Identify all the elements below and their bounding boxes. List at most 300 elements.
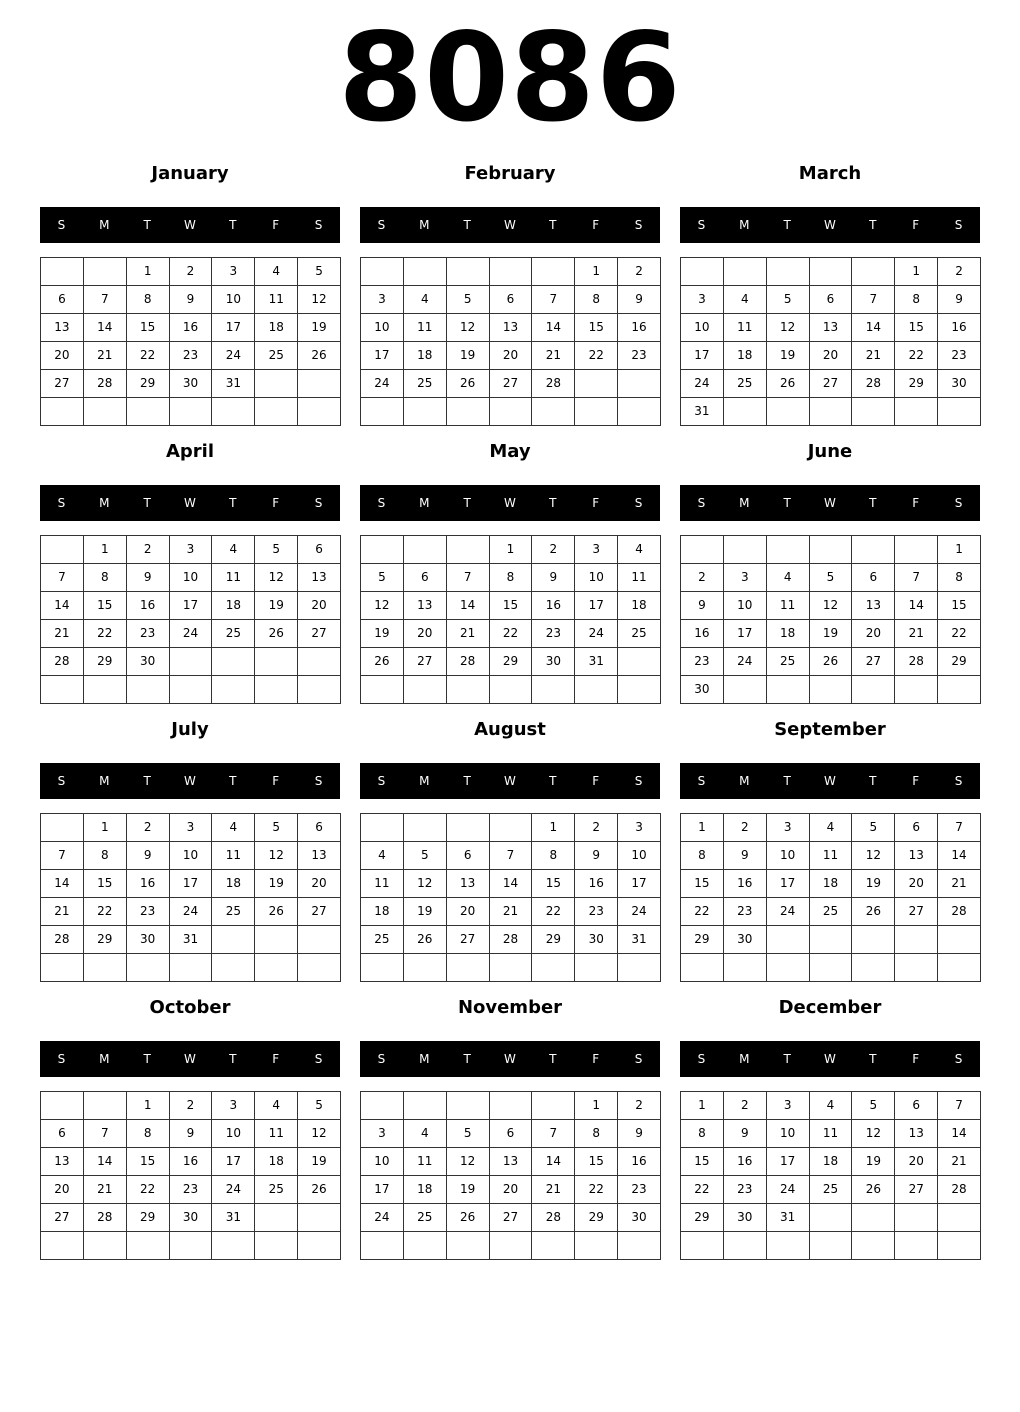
- month-september: [680, 714, 980, 992]
- day-cell: 14: [41, 870, 84, 898]
- day-cell: 13: [404, 592, 447, 620]
- empty-day-cell: [41, 1232, 84, 1260]
- day-cell: 30: [724, 1204, 767, 1232]
- weekday-label: S: [377, 496, 386, 510]
- empty-day-cell: [361, 814, 404, 842]
- empty-day-cell: [255, 370, 298, 398]
- day-cell: 6: [895, 814, 938, 842]
- day-cell: 16: [170, 1148, 213, 1176]
- month-name: November: [457, 997, 563, 1018]
- empty-day-cell: [532, 258, 575, 286]
- day-cell: 25: [212, 898, 255, 926]
- weekday-label: F: [272, 496, 280, 510]
- day-cell: 19: [298, 1148, 341, 1176]
- weekday-label: S: [57, 496, 66, 510]
- day-cell: 9: [127, 842, 170, 870]
- day-cell: 1: [127, 258, 170, 286]
- day-cell: 15: [127, 1148, 170, 1176]
- day-cell: 1: [681, 1092, 724, 1120]
- day-cell: 9: [170, 1120, 213, 1148]
- weekday-header: [40, 485, 340, 521]
- day-cell: 5: [447, 286, 490, 314]
- day-cell: 27: [810, 370, 853, 398]
- day-cell: 7: [895, 564, 938, 592]
- weekday-header: [360, 763, 660, 799]
- empty-day-cell: [212, 676, 255, 704]
- empty-day-cell: [298, 926, 341, 954]
- day-cell: 12: [852, 1120, 895, 1148]
- day-cell: 31: [575, 648, 618, 676]
- empty-day-cell: [170, 954, 213, 982]
- day-cell: 26: [852, 898, 895, 926]
- weekday-label: T: [869, 1052, 877, 1066]
- weekday-label: T: [229, 1052, 237, 1066]
- weekday-label: W: [504, 1052, 516, 1066]
- empty-day-cell: [41, 536, 84, 564]
- day-cell: 24: [724, 648, 767, 676]
- weekday-label: S: [697, 1052, 706, 1066]
- month-july: [40, 714, 340, 992]
- day-cell: 11: [255, 286, 298, 314]
- day-cell: 21: [447, 620, 490, 648]
- empty-day-cell: [490, 676, 533, 704]
- weekday-label: M: [419, 774, 430, 788]
- day-cell: 8: [895, 286, 938, 314]
- days-grid: [40, 535, 341, 704]
- weekday-header: [40, 1041, 340, 1077]
- day-cell: 12: [298, 1120, 341, 1148]
- day-cell: 1: [127, 1092, 170, 1120]
- empty-day-cell: [490, 1092, 533, 1120]
- day-cell: 30: [170, 370, 213, 398]
- weekday-label: S: [634, 218, 643, 232]
- day-cell: 3: [361, 1120, 404, 1148]
- month-may: [360, 436, 660, 714]
- day-cell: 10: [767, 842, 810, 870]
- day-cell: 17: [575, 592, 618, 620]
- weekday-label: T: [783, 774, 791, 788]
- day-cell: 20: [895, 870, 938, 898]
- empty-day-cell: [681, 1232, 724, 1260]
- empty-day-cell: [41, 814, 84, 842]
- day-cell: 16: [938, 314, 981, 342]
- weekday-label: T: [229, 774, 237, 788]
- day-cell: 9: [618, 1120, 661, 1148]
- day-cell: 29: [84, 926, 127, 954]
- day-cell: 8: [84, 842, 127, 870]
- weekday-label: S: [314, 496, 323, 510]
- day-cell: 7: [447, 564, 490, 592]
- day-cell: 26: [404, 926, 447, 954]
- day-cell: 23: [127, 898, 170, 926]
- day-cell: 15: [84, 592, 127, 620]
- day-cell: 1: [938, 536, 981, 564]
- day-cell: 18: [767, 620, 810, 648]
- weekday-label: S: [377, 1052, 386, 1066]
- weekday-label: F: [592, 1052, 600, 1066]
- days-grid: [680, 1091, 981, 1260]
- day-cell: 10: [170, 564, 213, 592]
- day-cell: 24: [618, 898, 661, 926]
- day-cell: 11: [404, 1148, 447, 1176]
- day-cell: 12: [298, 286, 341, 314]
- empty-day-cell: [127, 1232, 170, 1260]
- day-cell: 13: [41, 314, 84, 342]
- weekday-label: M: [419, 1052, 430, 1066]
- day-cell: 27: [298, 620, 341, 648]
- day-cell: 16: [127, 870, 170, 898]
- day-cell: 2: [170, 258, 213, 286]
- day-cell: 2: [938, 258, 981, 286]
- day-cell: 22: [490, 620, 533, 648]
- empty-day-cell: [298, 676, 341, 704]
- day-cell: 31: [170, 926, 213, 954]
- day-cell: 5: [404, 842, 447, 870]
- day-cell: 5: [255, 536, 298, 564]
- days-grid: [40, 1091, 341, 1260]
- empty-day-cell: [724, 398, 767, 426]
- day-cell: 7: [938, 1092, 981, 1120]
- empty-day-cell: [255, 648, 298, 676]
- empty-day-cell: [852, 258, 895, 286]
- day-cell: 2: [681, 564, 724, 592]
- day-cell: 6: [490, 286, 533, 314]
- month-name: July: [171, 719, 209, 740]
- day-cell: 31: [212, 370, 255, 398]
- day-cell: 23: [938, 342, 981, 370]
- weekday-label: F: [272, 218, 280, 232]
- day-cell: 21: [84, 1176, 127, 1204]
- empty-day-cell: [618, 648, 661, 676]
- weekday-label: M: [99, 1052, 110, 1066]
- day-cell: 6: [895, 1092, 938, 1120]
- weekday-label: M: [419, 218, 430, 232]
- days-grid: [680, 257, 981, 426]
- day-cell: 6: [41, 1120, 84, 1148]
- empty-day-cell: [361, 1092, 404, 1120]
- day-cell: 17: [767, 1148, 810, 1176]
- day-cell: 29: [532, 926, 575, 954]
- day-cell: 29: [127, 370, 170, 398]
- weekday-label: F: [272, 774, 280, 788]
- empty-day-cell: [810, 536, 853, 564]
- day-cell: 12: [404, 870, 447, 898]
- day-cell: 23: [532, 620, 575, 648]
- day-cell: 12: [255, 842, 298, 870]
- empty-day-cell: [361, 258, 404, 286]
- day-cell: 17: [170, 870, 213, 898]
- day-cell: 6: [404, 564, 447, 592]
- day-cell: 27: [852, 648, 895, 676]
- day-cell: 12: [852, 842, 895, 870]
- empty-day-cell: [895, 398, 938, 426]
- empty-day-cell: [404, 258, 447, 286]
- day-cell: 7: [938, 814, 981, 842]
- day-cell: 17: [767, 870, 810, 898]
- day-cell: 28: [84, 1204, 127, 1232]
- day-cell: 10: [724, 592, 767, 620]
- day-cell: 11: [618, 564, 661, 592]
- empty-day-cell: [618, 370, 661, 398]
- empty-day-cell: [298, 370, 341, 398]
- empty-day-cell: [575, 676, 618, 704]
- empty-day-cell: [404, 398, 447, 426]
- day-cell: 21: [532, 1176, 575, 1204]
- weekday-label: S: [314, 774, 323, 788]
- weekday-header: [360, 485, 660, 521]
- day-cell: 14: [490, 870, 533, 898]
- weekday-label: M: [99, 774, 110, 788]
- day-cell: 9: [575, 842, 618, 870]
- day-cell: 4: [361, 842, 404, 870]
- day-cell: 28: [852, 370, 895, 398]
- day-cell: 22: [681, 1176, 724, 1204]
- day-cell: 24: [212, 1176, 255, 1204]
- empty-day-cell: [532, 676, 575, 704]
- day-cell: 5: [298, 1092, 341, 1120]
- day-cell: 3: [212, 1092, 255, 1120]
- day-cell: 15: [127, 314, 170, 342]
- weekday-label: F: [912, 218, 920, 232]
- empty-day-cell: [767, 954, 810, 982]
- days-grid: [360, 257, 661, 426]
- empty-day-cell: [852, 536, 895, 564]
- day-cell: 14: [895, 592, 938, 620]
- day-cell: 20: [490, 342, 533, 370]
- day-cell: 25: [810, 898, 853, 926]
- day-cell: 4: [255, 1092, 298, 1120]
- weekday-label: T: [463, 218, 471, 232]
- weekday-label: W: [184, 218, 196, 232]
- day-cell: 31: [681, 398, 724, 426]
- empty-day-cell: [212, 398, 255, 426]
- empty-day-cell: [575, 954, 618, 982]
- day-cell: 16: [724, 1148, 767, 1176]
- day-cell: 17: [212, 1148, 255, 1176]
- day-cell: 27: [490, 370, 533, 398]
- weekday-label: F: [912, 496, 920, 510]
- empty-day-cell: [447, 676, 490, 704]
- day-cell: 15: [895, 314, 938, 342]
- month-november: [360, 992, 660, 1270]
- empty-day-cell: [255, 1204, 298, 1232]
- day-cell: 1: [84, 814, 127, 842]
- empty-day-cell: [361, 1232, 404, 1260]
- empty-day-cell: [895, 1232, 938, 1260]
- empty-day-cell: [895, 1204, 938, 1232]
- day-cell: 31: [767, 1204, 810, 1232]
- day-cell: 29: [490, 648, 533, 676]
- day-cell: 28: [41, 926, 84, 954]
- day-cell: 13: [298, 564, 341, 592]
- weekday-label: W: [824, 218, 836, 232]
- days-grid: [360, 1091, 661, 1260]
- empty-day-cell: [532, 1092, 575, 1120]
- day-cell: 30: [724, 926, 767, 954]
- empty-day-cell: [404, 1232, 447, 1260]
- weekday-label: M: [419, 496, 430, 510]
- weekday-label: S: [57, 218, 66, 232]
- day-cell: 2: [618, 258, 661, 286]
- day-cell: 8: [127, 286, 170, 314]
- weekday-header: [680, 207, 980, 243]
- day-cell: 4: [212, 536, 255, 564]
- month-name: January: [151, 163, 229, 184]
- empty-day-cell: [212, 926, 255, 954]
- day-cell: 23: [681, 648, 724, 676]
- day-cell: 21: [41, 620, 84, 648]
- day-cell: 11: [810, 1120, 853, 1148]
- day-cell: 10: [681, 314, 724, 342]
- day-cell: 21: [490, 898, 533, 926]
- day-cell: 3: [575, 536, 618, 564]
- day-cell: 28: [490, 926, 533, 954]
- day-cell: 16: [575, 870, 618, 898]
- weekday-label: S: [954, 218, 963, 232]
- month-june: [680, 436, 980, 714]
- day-cell: 22: [127, 342, 170, 370]
- weekday-label: T: [463, 774, 471, 788]
- empty-day-cell: [212, 954, 255, 982]
- day-cell: 15: [938, 592, 981, 620]
- day-cell: 26: [447, 1204, 490, 1232]
- day-cell: 28: [447, 648, 490, 676]
- empty-day-cell: [767, 258, 810, 286]
- day-cell: 19: [852, 1148, 895, 1176]
- day-cell: 5: [767, 286, 810, 314]
- weekday-label: W: [824, 496, 836, 510]
- day-cell: 16: [724, 870, 767, 898]
- day-cell: 15: [575, 1148, 618, 1176]
- days-grid: [40, 813, 341, 982]
- day-cell: 30: [532, 648, 575, 676]
- month-name: December: [778, 997, 882, 1018]
- empty-day-cell: [298, 648, 341, 676]
- day-cell: 22: [127, 1176, 170, 1204]
- day-cell: 4: [810, 814, 853, 842]
- weekday-header: [40, 207, 340, 243]
- day-cell: 28: [532, 370, 575, 398]
- day-cell: 18: [810, 1148, 853, 1176]
- weekday-label: S: [954, 496, 963, 510]
- empty-day-cell: [170, 398, 213, 426]
- day-cell: 5: [852, 1092, 895, 1120]
- day-cell: 10: [361, 314, 404, 342]
- day-cell: 13: [895, 1120, 938, 1148]
- day-cell: 17: [212, 314, 255, 342]
- weekday-label: S: [697, 774, 706, 788]
- day-cell: 30: [938, 370, 981, 398]
- day-cell: 17: [681, 342, 724, 370]
- weekday-header: [360, 1041, 660, 1077]
- day-cell: 19: [255, 870, 298, 898]
- day-cell: 17: [361, 342, 404, 370]
- day-cell: 22: [575, 1176, 618, 1204]
- empty-day-cell: [255, 954, 298, 982]
- day-cell: 15: [84, 870, 127, 898]
- day-cell: 23: [618, 1176, 661, 1204]
- day-cell: 4: [404, 1120, 447, 1148]
- day-cell: 23: [575, 898, 618, 926]
- day-cell: 20: [41, 342, 84, 370]
- empty-day-cell: [938, 1232, 981, 1260]
- day-cell: 1: [84, 536, 127, 564]
- empty-day-cell: [84, 1092, 127, 1120]
- day-cell: 4: [810, 1092, 853, 1120]
- weekday-label: F: [912, 1052, 920, 1066]
- weekday-label: M: [99, 496, 110, 510]
- empty-day-cell: [212, 648, 255, 676]
- empty-day-cell: [447, 536, 490, 564]
- day-cell: 10: [170, 842, 213, 870]
- day-cell: 16: [170, 314, 213, 342]
- month-name: June: [807, 441, 853, 462]
- day-cell: 3: [767, 1092, 810, 1120]
- day-cell: 6: [298, 814, 341, 842]
- year-title: 8086: [338, 7, 682, 149]
- day-cell: 26: [852, 1176, 895, 1204]
- empty-day-cell: [255, 676, 298, 704]
- day-cell: 7: [852, 286, 895, 314]
- month-october: [40, 992, 340, 1270]
- weekday-label: T: [783, 218, 791, 232]
- month-december: [680, 992, 980, 1270]
- day-cell: 21: [895, 620, 938, 648]
- day-cell: 24: [767, 1176, 810, 1204]
- day-cell: 10: [212, 1120, 255, 1148]
- empty-day-cell: [447, 1092, 490, 1120]
- empty-day-cell: [724, 258, 767, 286]
- day-cell: 15: [490, 592, 533, 620]
- weekday-label: T: [143, 218, 151, 232]
- day-cell: 6: [447, 842, 490, 870]
- day-cell: 27: [447, 926, 490, 954]
- weekday-label: T: [549, 218, 557, 232]
- empty-day-cell: [170, 648, 213, 676]
- day-cell: 13: [447, 870, 490, 898]
- empty-day-cell: [575, 398, 618, 426]
- day-cell: 24: [767, 898, 810, 926]
- empty-day-cell: [212, 1232, 255, 1260]
- day-cell: 20: [298, 592, 341, 620]
- empty-day-cell: [767, 398, 810, 426]
- day-cell: 7: [84, 1120, 127, 1148]
- day-cell: 5: [255, 814, 298, 842]
- day-cell: 10: [618, 842, 661, 870]
- day-cell: 23: [724, 1176, 767, 1204]
- day-cell: 24: [575, 620, 618, 648]
- day-cell: 4: [767, 564, 810, 592]
- weekday-label: S: [314, 218, 323, 232]
- day-cell: 24: [170, 898, 213, 926]
- weekday-label: W: [824, 1052, 836, 1066]
- weekday-label: T: [143, 774, 151, 788]
- day-cell: 1: [575, 258, 618, 286]
- empty-day-cell: [361, 676, 404, 704]
- day-cell: 26: [361, 648, 404, 676]
- day-cell: 14: [852, 314, 895, 342]
- month-name: October: [149, 997, 231, 1018]
- day-cell: 8: [84, 564, 127, 592]
- day-cell: 8: [490, 564, 533, 592]
- day-cell: 18: [404, 1176, 447, 1204]
- day-cell: 17: [724, 620, 767, 648]
- empty-day-cell: [298, 398, 341, 426]
- day-cell: 26: [298, 342, 341, 370]
- empty-day-cell: [127, 676, 170, 704]
- day-cell: 1: [681, 814, 724, 842]
- weekday-label: F: [272, 1052, 280, 1066]
